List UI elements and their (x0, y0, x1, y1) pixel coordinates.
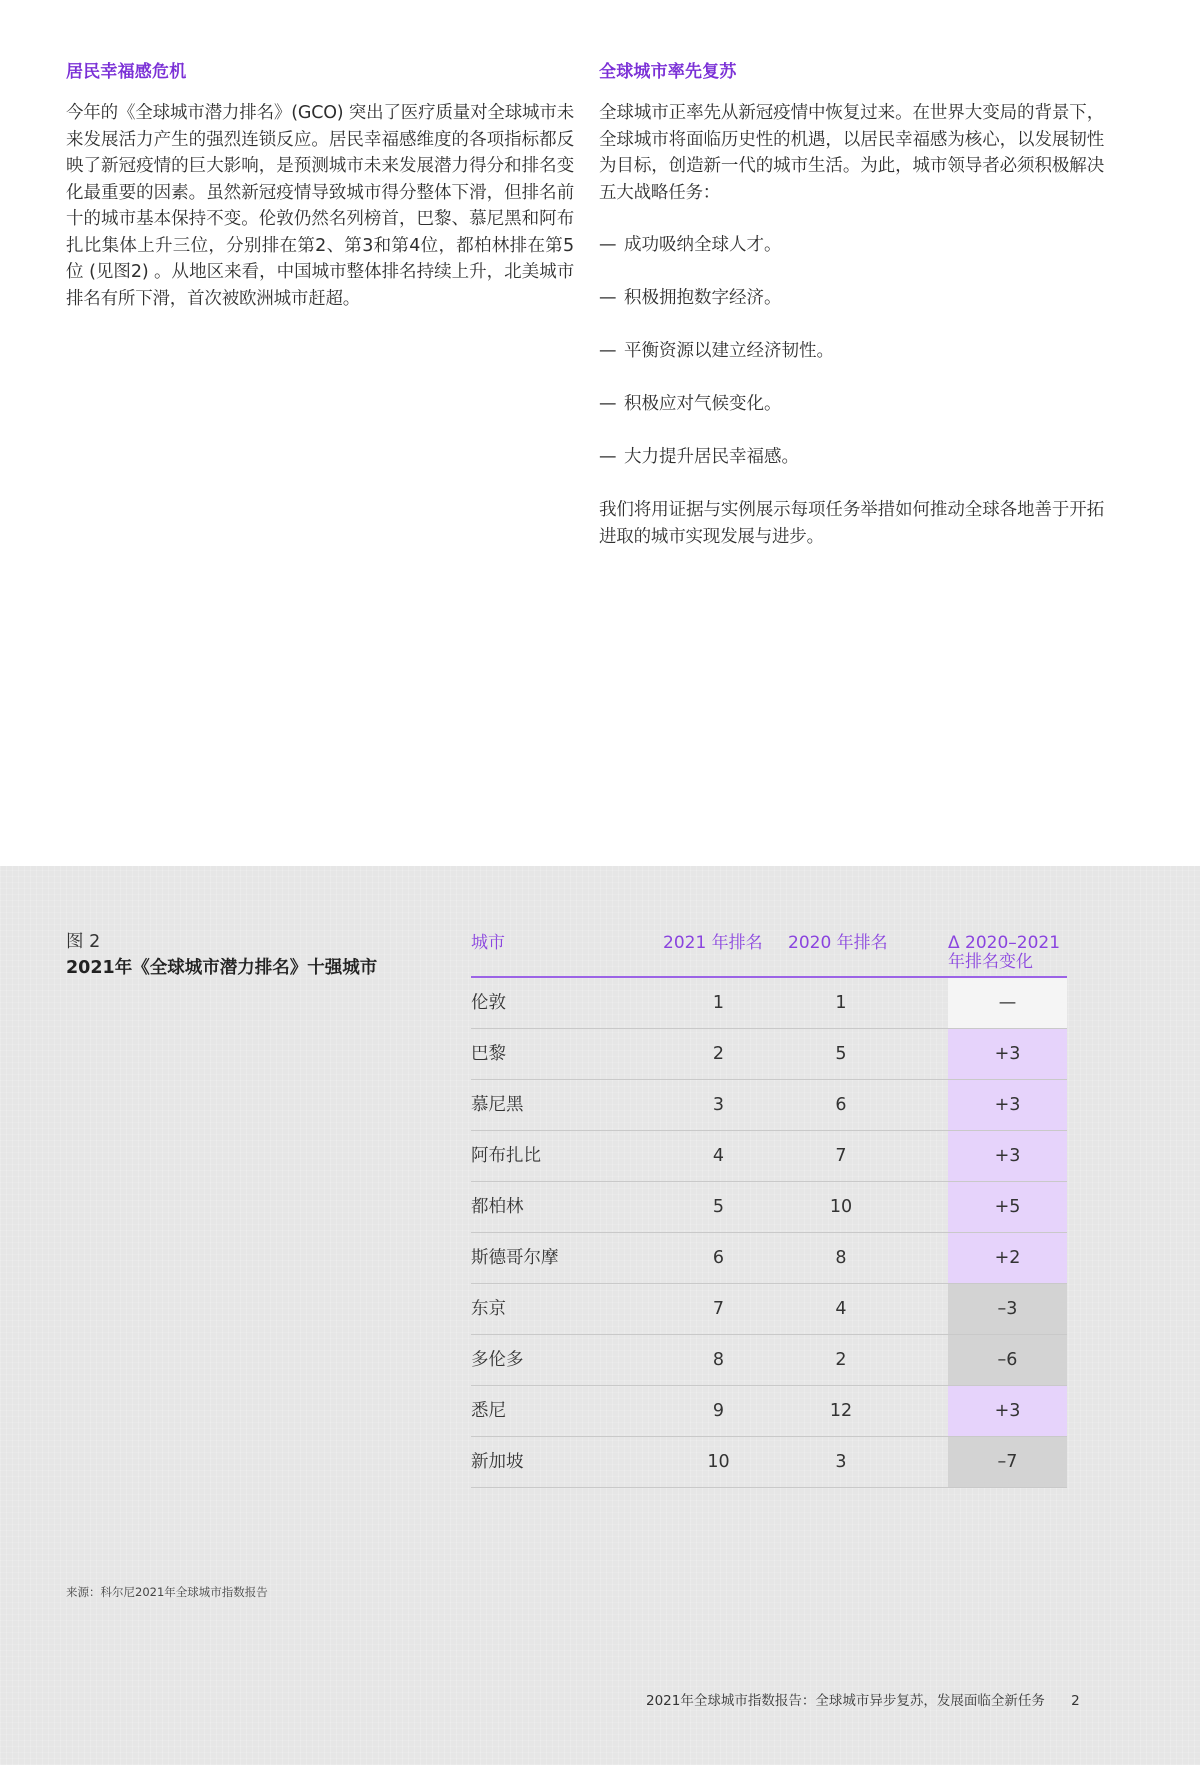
dash-bullet-icon: — (599, 288, 617, 308)
table-row (471, 1029, 1067, 1080)
rank-2020-cell: 10 (829, 1197, 853, 1217)
city-cell: 阿布扎比 (471, 1146, 541, 1166)
rank-change-cell: — (948, 978, 1067, 1028)
dash-bullet-icon: — (599, 341, 617, 361)
page-number: 2 (1071, 1693, 1080, 1709)
bullet-text: 积极应对气候变化。 (624, 394, 782, 414)
city-cell: 斯德哥尔摩 (471, 1248, 559, 1268)
city-cell: 东京 (471, 1299, 506, 1319)
rank-2021-cell: 5 (712, 1197, 725, 1217)
rank-2020-cell: 2 (835, 1350, 847, 1370)
city-cell: 悉尼 (471, 1401, 506, 1421)
rank-2020-cell: 1 (835, 993, 847, 1013)
dash-bullet-icon: — (599, 235, 617, 255)
wellbeing-paragraph: 今年的《全球城市潜力排名》(GCO) 突出了医疗质量对全球城市未来发展活力产生的强烈连锁反应。居民幸福感维度的各项指标都反映了新冠疫情的巨大影响，是预测城市未来发展潜力得分和排名变化最重要的因素。虽然新冠疫情导致城市得分整体下滑，但排名前十的城市基本保持不变。伦敦仍然名列榜首，巴黎、慕尼黑和阿布扎比集体上升三位，分别排在第2、第3和第4位，都柏林排在第5位 (见图2) 。从地区来看，中国城市整体排名持续上升，北美城市排名有所下滑，首次被欧洲城市赶超。 (66, 103, 574, 309)
figure-source-note: 来源：科尔尼2021年全球城市指数报告 (66, 1585, 268, 1599)
column-header-rank-change (948, 934, 1067, 972)
list-item (599, 232, 1104, 259)
rank-2020-cell: 6 (835, 1095, 847, 1115)
left-column (66, 58, 574, 312)
bullet-text: 大力提升居民幸福感。 (624, 447, 799, 467)
rank-2020-cell: 8 (835, 1248, 847, 1268)
table-row (471, 1284, 1067, 1335)
rank-2021-cell: 3 (712, 1095, 725, 1115)
section-heading-global-recovery: 全球城市率先复苏 (599, 62, 737, 82)
list-item (599, 338, 1104, 365)
figure-label: 图 2 (66, 932, 101, 952)
rank-change-header-line2: 年排名变化 (948, 952, 1033, 972)
rank-change-cell: +3 (948, 1386, 1067, 1436)
bullet-text: 成功吸纳全球人才。 (624, 235, 782, 255)
strategic-tasks-list (599, 232, 1104, 471)
table-row (471, 1080, 1067, 1131)
rank-2021-cell: 6 (712, 1248, 725, 1268)
rank-2021-cell: 4 (712, 1146, 725, 1166)
rank-2021-cell: 1 (712, 993, 725, 1013)
rank-change-cell: –7 (948, 1437, 1067, 1487)
recovery-intro-paragraph: 全球城市正率先从新冠疫情中恢复过来。在世界大变局的背景下，全球城市将面临历史性的机遇，以居民幸福感为核心，以发展韧性为目标，创造新一代的城市生活。为此，城市领导者必须积极解决五大战略任务： (599, 103, 1104, 203)
city-cell: 多伦多 (471, 1350, 524, 1370)
rank-change-header-line1: Δ 2020–2021 (948, 933, 1061, 953)
rank-2021-cell: 9 (712, 1401, 725, 1421)
table-row (471, 1335, 1067, 1386)
table-row (471, 978, 1067, 1029)
dash-bullet-icon: — (599, 447, 617, 467)
rank-2021-cell: 7 (712, 1299, 725, 1319)
section-heading-wellbeing-crisis: 居民幸福感危机 (66, 62, 187, 82)
rank-2020-cell: 7 (835, 1146, 847, 1166)
rank-2020-cell: 12 (829, 1401, 853, 1421)
rank-change-cell: +3 (948, 1029, 1067, 1079)
recovery-closing-paragraph: 我们将用证据与实例展示每项任务举措如何推动全球各地善于开拓进取的城市实现发展与进步。 (599, 500, 1104, 547)
rank-2020-cell: 3 (835, 1452, 847, 1472)
rank-change-cell: –3 (948, 1284, 1067, 1334)
rank-change-cell: +2 (948, 1233, 1067, 1283)
table-row (471, 1131, 1067, 1182)
top-ten-cities-table (471, 928, 1067, 1488)
city-cell: 慕尼黑 (471, 1095, 524, 1115)
table-row (471, 1386, 1067, 1437)
right-column (599, 58, 1104, 550)
rank-change-cell: +5 (948, 1182, 1067, 1232)
table-header (471, 928, 1067, 978)
column-header-city: 城市 (471, 933, 505, 953)
page-footer (646, 1689, 1080, 1709)
dash-bullet-icon: — (599, 394, 617, 414)
figure-title: 2021年《全球城市潜力排名》十强城市 (66, 958, 378, 978)
city-cell: 都柏林 (471, 1197, 524, 1217)
table-row (471, 1437, 1067, 1488)
rank-2021-cell: 8 (712, 1350, 725, 1370)
rank-change-cell: +3 (948, 1131, 1067, 1181)
table-row (471, 1182, 1067, 1233)
city-cell: 新加坡 (471, 1452, 524, 1472)
list-item (599, 444, 1104, 471)
city-cell: 巴黎 (471, 1044, 506, 1064)
rank-change-cell: +3 (948, 1080, 1067, 1130)
column-header-rank-2021: 2021 年排名 (663, 933, 763, 953)
rank-2021-cell: 2 (712, 1044, 725, 1064)
bullet-text: 平衡资源以建立经济韧性。 (624, 341, 834, 361)
rank-2021-cell: 10 (707, 1452, 730, 1472)
rank-2020-cell: 4 (835, 1299, 847, 1319)
rank-change-cell: –6 (948, 1335, 1067, 1385)
column-header-rank-2020: 2020 年排名 (788, 933, 888, 953)
city-cell: 伦敦 (471, 993, 506, 1013)
bullet-text: 积极拥抱数字经济。 (624, 288, 782, 308)
list-item (599, 391, 1104, 418)
list-item (599, 285, 1104, 312)
table-row (471, 1233, 1067, 1284)
footer-report-title: 2021年全球城市指数报告：全球城市异步复苏，发展面临全新任务 (646, 1693, 1045, 1709)
rank-2020-cell: 5 (835, 1044, 847, 1064)
